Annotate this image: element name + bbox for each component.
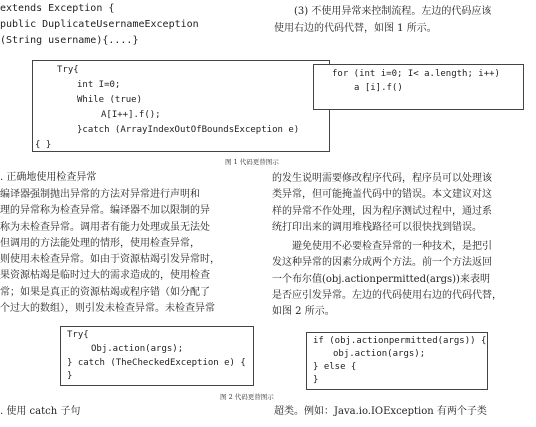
paragraph-line: 个过大的数组），则引发未检查异常。未检查异常: [0, 303, 215, 315]
left-paragraph: [0, 188, 262, 318]
figure-1-left-code-box: [32, 60, 330, 152]
paragraph-line: 样的异常不作处理，因为程序测试过程中，通过系: [272, 205, 492, 217]
figure-2-right-code-box: [306, 332, 488, 390]
code-line: } catch (TheCheckedException e) {: [67, 358, 246, 368]
figure-2-left-code-box: [60, 326, 254, 386]
paragraph-line: 一个布尔值(obj.actionpermitted(args))来表明: [272, 273, 490, 285]
paragraph-line: 超类。例如：Java.io.IOException 有两个子类: [274, 406, 487, 417]
paragraph-line: 是否应引发异常。左边的代码使用右边的代码代替，: [272, 289, 502, 301]
figure-2-caption: 图 2 代码更替图示: [220, 393, 274, 401]
code-line: a [i].f(): [354, 83, 403, 93]
paragraph-line: 统打印出来的调用堆栈路径可以很快找到错误。: [272, 221, 482, 233]
code-line: extends Exception {: [0, 3, 115, 14]
paragraph-line: 发这种异常的因素分成两个方法。前一个方法返回: [272, 257, 492, 269]
code-line: While (true): [77, 95, 143, 105]
code-line: obj.action(args);: [333, 349, 426, 359]
paragraph-line: 果资源枯竭是临时过大的需求造成的，使用检查: [0, 270, 210, 282]
figure-1-caption: 图 1 代码更替图示: [225, 158, 279, 166]
paragraph-line: 使用右边的代码代替，如图 1 所示。: [274, 23, 437, 34]
code-line: }catch (ArrayIndexOutOfBoundsException e): [77, 125, 300, 135]
code-line: A[I++].f();: [101, 110, 161, 120]
code-line: }: [67, 371, 73, 381]
right-paragraph-1: [272, 172, 536, 237]
paragraph-line: 则使用未检查异常。如由于资源枯竭引发异常时，: [0, 254, 220, 266]
paragraph-line: 常；如果是真正的资源枯竭或程序错（如分配了: [0, 286, 210, 298]
paragraph-line: 理的异常称为检查异常。编译器不加以限制的异: [0, 205, 210, 217]
code-line: Try{: [57, 65, 79, 75]
code-line: public DuplicateUsernameException: [0, 19, 199, 30]
paragraph-line: 如图 2 所示。: [272, 306, 335, 318]
code-line: }: [313, 375, 319, 385]
code-line: } else {: [313, 362, 357, 372]
code-line: Obj.action(args);: [91, 344, 184, 354]
paragraph-line: 避免使用不必要检查异常的一种技术，是把引: [292, 241, 492, 252]
right-paragraph-2: [272, 240, 536, 321]
code-line: Try{: [67, 330, 89, 340]
code-line: int I=0;: [77, 80, 121, 90]
paragraph-line: 称为未检查异常。调用者有能力处理或虽无法处: [0, 221, 210, 233]
paragraph-line: (3) 不使用异常来控制流程。左边的代码应该: [294, 6, 492, 17]
code-line: (String username){....}: [0, 35, 139, 46]
code-line: if (obj.actionpermitted(args)) {: [313, 336, 487, 346]
paragraph-line: 的发生说明需要修改程序代码，程序员可以处理该: [272, 173, 492, 184]
paragraph-line: 但调用的方法能处理的情形，使用检查异常，: [0, 237, 200, 249]
code-line: { }: [35, 140, 52, 150]
section-heading: . 使用 catch 子句: [0, 406, 81, 417]
figure-1-right-code-box: [313, 64, 524, 110]
paragraph-line: 类异常，但可能掩盖代码中的错误。本文建议对这: [272, 189, 492, 201]
paragraph-line: 编译器强制抛出异常的方法对异常进行声明和: [0, 189, 200, 200]
section-heading: . 正确地使用检查异常: [0, 172, 97, 183]
code-line: for (int i=0; I< a.length; i++): [332, 69, 500, 79]
